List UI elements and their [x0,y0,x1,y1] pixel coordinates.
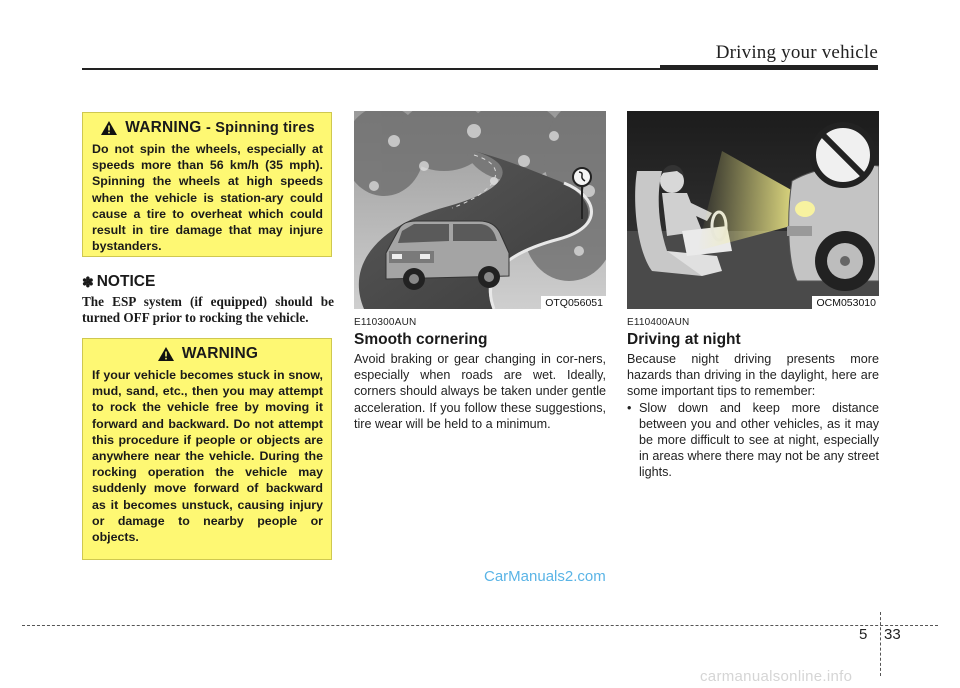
bullet-dot: • [627,400,632,415]
header-rule-accent [660,65,878,70]
warning-text: If your vehicle becomes stuck in snow, mud, sand, etc., then you may attempt to rock the vehicle free by moving it forward and backward. Do not attempt this procedure if people or objects are anywhere near the vehicle. During the rocking operation the vehicle may suddenly move forward of backward as it becomes unstuck, causing injury or damage to nearby people or objects. [92,368,323,545]
section-code: E110300AUN [354,317,417,328]
warning-header [92,119,323,137]
night-driving-illustration [627,111,879,309]
footer-divider [880,612,881,676]
page-number: 33 [884,626,901,643]
section-title-smooth-cornering: Smooth cornering [354,331,488,348]
warning-box-rocking [82,338,332,560]
warning-triangle-icon [100,120,118,136]
section-text-smooth-cornering: Avoid braking or gear changing in cor-ners, especially when roads are wet. Ideally, corners should always be taken under gentle acceleration. If you follow these suggestions, tire wear will be held to a minimum. [354,352,606,431]
image-code: OTQ056051 [541,296,606,309]
list-item-text: Slow down and keep more distance between you and other vehicles, as it may be more difficult to see at night, especially in areas where there may not be any street lights. [639,400,879,480]
footer-watermark: carmanualsonline.info [700,668,853,685]
chapter-number: 5 [859,626,868,643]
watermark-link[interactable]: CarManuals2.com [484,568,606,585]
warning-title: WARNING [181,345,259,362]
warning-header [92,345,323,363]
list-item [627,400,879,481]
section-intro: Because night driving presents more hazards than driving in the daylight, here are some important tips to remember: [627,352,879,399]
van-cornering-illustration [354,111,606,309]
notice-title: NOTICE [96,273,156,290]
image-code: OCM053010 [812,296,879,309]
warning-title: WARNING - Spinning tires [125,119,315,136]
warning-box-spinning-tires [82,112,332,257]
warning-triangle-icon [157,346,175,362]
section-title-driving-at-night: Driving at night [627,331,741,348]
warning-text: Do not spin the wheels, especially at speeds more than 56 km/h (35 mph). Spinning the wheels at high speeds when the vehicle is station-ary could cause a tire to overheat which could result in tire damage that may injure bystanders. [92,142,323,254]
notice-symbol: ✽ [82,273,94,290]
header-rule [82,68,660,70]
notice-text: The ESP system (if equipped) should be turned OFF prior to rocking the vehicle. [82,294,334,325]
section-text-driving-at-night [627,351,879,481]
notice-heading [82,273,155,291]
footer-rule [22,625,938,626]
page-header-title: Driving your vehicle [715,42,878,63]
section-code: E110400AUN [627,317,690,328]
